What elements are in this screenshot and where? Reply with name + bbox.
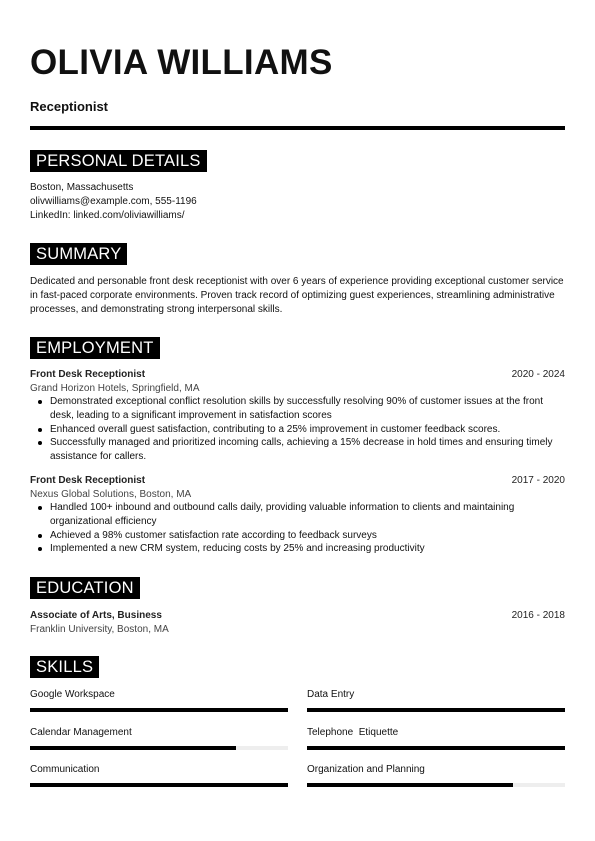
skill-label: Communication [30, 764, 100, 775]
skill-item [30, 726, 288, 750]
job-bullet: Handled 100+ inbound and outbound calls daily, providing valuable information to clients and maintaining organizational efficiency [50, 501, 565, 529]
education-degree: Associate of Arts, Business [30, 610, 162, 621]
job-bullet: Achieved a 98% customer satisfaction rate according to feedback surveys [50, 529, 565, 543]
personal-linkedin: LinkedIn: linked.com/oliviawilliams/ [30, 210, 185, 221]
job-bullet: Demonstrated exceptional conflict resolution skills by successfully resolving 90% of customer issues at the front desk, leading to a significant improvement in satisfaction scores [50, 395, 565, 423]
header-divider [30, 126, 565, 130]
job-dates: 2020 - 2024 [511, 369, 565, 380]
skill-label: Calendar Management [30, 727, 132, 738]
section-title-skills: SKILLS [30, 656, 99, 678]
job-organization: Grand Horizon Hotels, Springfield, MA [30, 383, 200, 394]
education-school: Franklin University, Boston, MA [30, 624, 169, 635]
skill-item [307, 763, 565, 787]
skill-level-fill [307, 708, 565, 712]
section-title-employment: EMPLOYMENT [30, 337, 160, 359]
skill-level-fill [307, 746, 565, 750]
skill-level-bar [307, 783, 565, 787]
job-organization: Nexus Global Solutions, Boston, MA [30, 489, 192, 500]
personal-contact: olivwilliams@example.com, 555-1196 [30, 196, 197, 207]
skill-level-bar [30, 708, 288, 712]
skill-item [307, 688, 565, 712]
skill-label: Organization and Planning [307, 764, 425, 775]
job-dates: 2017 - 2020 [511, 475, 565, 486]
skill-item [30, 688, 288, 712]
skill-label: Telephone Etiquette [307, 727, 399, 738]
skill-level-bar [30, 783, 288, 787]
personal-location: Boston, Massachusetts [30, 182, 134, 193]
job-bullet: Successfully managed and prioritized incoming calls, achieving a 15% decrease in hold times and ensuring timely assistance for callers. [50, 436, 565, 464]
education-dates: 2016 - 2018 [511, 610, 565, 621]
summary-text: Dedicated and personable front desk receptionist with over 6 years of experience providing exceptional customer service in fast-paced corporate environments. Proven track record of optimizing guest experiences, streamlining administrative processes, and demonstrating strong interpersonal skills. [30, 276, 564, 315]
job-title: Front Desk Receptionist [30, 369, 146, 380]
skill-label: Data Entry [307, 689, 355, 700]
skill-level-bar [307, 708, 565, 712]
job-bullet: Enhanced overall guest satisfaction, contributing to a 25% improvement in customer feedback scores. [50, 423, 565, 437]
skill-level-fill [30, 746, 236, 750]
skill-item [307, 726, 565, 750]
skill-label: Google Workspace [30, 689, 115, 700]
section-title-education: EDUCATION [30, 577, 140, 599]
skill-level-fill [30, 783, 288, 787]
candidate-role: Receptionist [30, 99, 109, 114]
section-title-summary: SUMMARY [30, 243, 127, 265]
skill-level-fill [30, 708, 288, 712]
section-title-personal-details: PERSONAL DETAILS [30, 150, 207, 172]
skill-level-bar [30, 746, 288, 750]
candidate-name: OLIVIA WILLIAMS [30, 43, 333, 82]
job-bullet-list [30, 501, 565, 556]
skill-item [30, 763, 288, 787]
job-bullet-list [30, 395, 565, 464]
job-title: Front Desk Receptionist [30, 475, 146, 486]
skill-level-bar [307, 746, 565, 750]
skill-level-fill [307, 783, 513, 787]
job-bullet: Implemented a new CRM system, reducing costs by 25% and increasing productivity [50, 542, 565, 556]
